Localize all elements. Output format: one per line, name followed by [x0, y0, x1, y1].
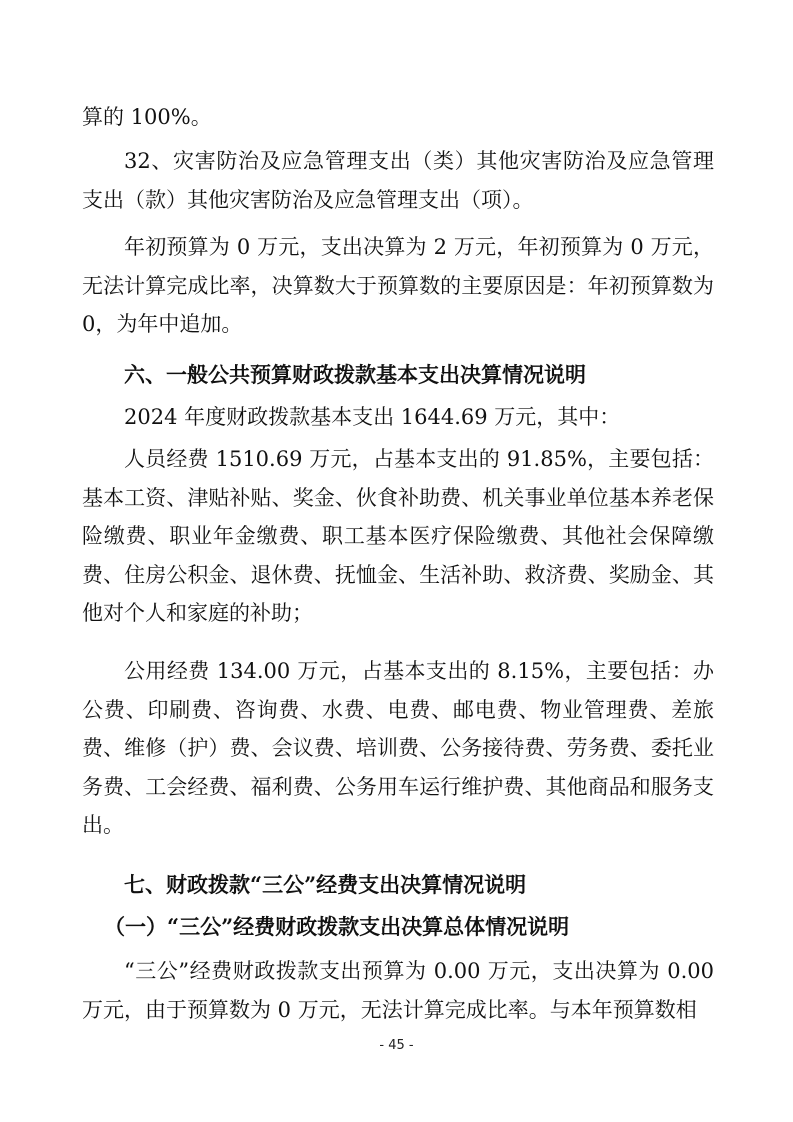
paragraph-item-32: 32、灾害防治及应急管理支出（类）其他灾害防治及应急管理支出（款）其他灾害防治及应急管理支出（项）。	[82, 149, 714, 212]
page-number: - 45 -	[379, 1038, 414, 1053]
paragraph-continuation: 算的 100%。	[82, 105, 212, 129]
paragraph-personnel-expenses: 人员经费 1510.69 万元，占基本支出的 91.85%，主要包括：基本工资、津贴补贴、奖金、伙食补助费、机关事业单位基本养老保险缴费、职业年金缴费、职工基本医疗保险缴费、其他社会保障缴费、住房公积金、退休费、抚恤金、生活补助、救济费、奖励金、其他对个人和家庭的补助；	[82, 447, 714, 625]
section-heading-7: 七、财政拨款“三公”经费支出决算情况说明	[124, 872, 527, 897]
section-heading-6: 六、一般公共预算财政拨款基本支出决算情况说明	[124, 362, 586, 387]
subsection-heading-7-1: （一）“三公”经费财政拨款支出决算总体情况说明	[104, 914, 570, 939]
paragraph-basic-expenditure: 2024 年度财政拨款基本支出 1644.69 万元，其中：	[124, 405, 621, 429]
paragraph-public-expenses: 公用经费 134.00 万元，占基本支出的 8.15%，主要包括：办公费、印刷费、咨询费、水费、电费、邮电费、物业管理费、差旅费、维修（护）费、会议费、培训费、公务接待费、劳务费、委托业务费、工会经费、福利费、公务用车运行维护费、其他商品和服务支出。	[82, 659, 714, 837]
paragraph-item-32-detail: 年初预算为 0 万元，支出决算为 2 万元，年初预算为 0 万元，无法计算完成比率，决算数大于预算数的主要原因是：年初预算数为 0，为年中追加。	[82, 235, 714, 336]
paragraph-three-public-summary: “三公”经费财政拨款支出预算为 0.00 万元，支出决算为 0.00 万元，由于预算数为 0 万元，无法计算完成比率。与本年预算数相	[82, 959, 714, 1022]
